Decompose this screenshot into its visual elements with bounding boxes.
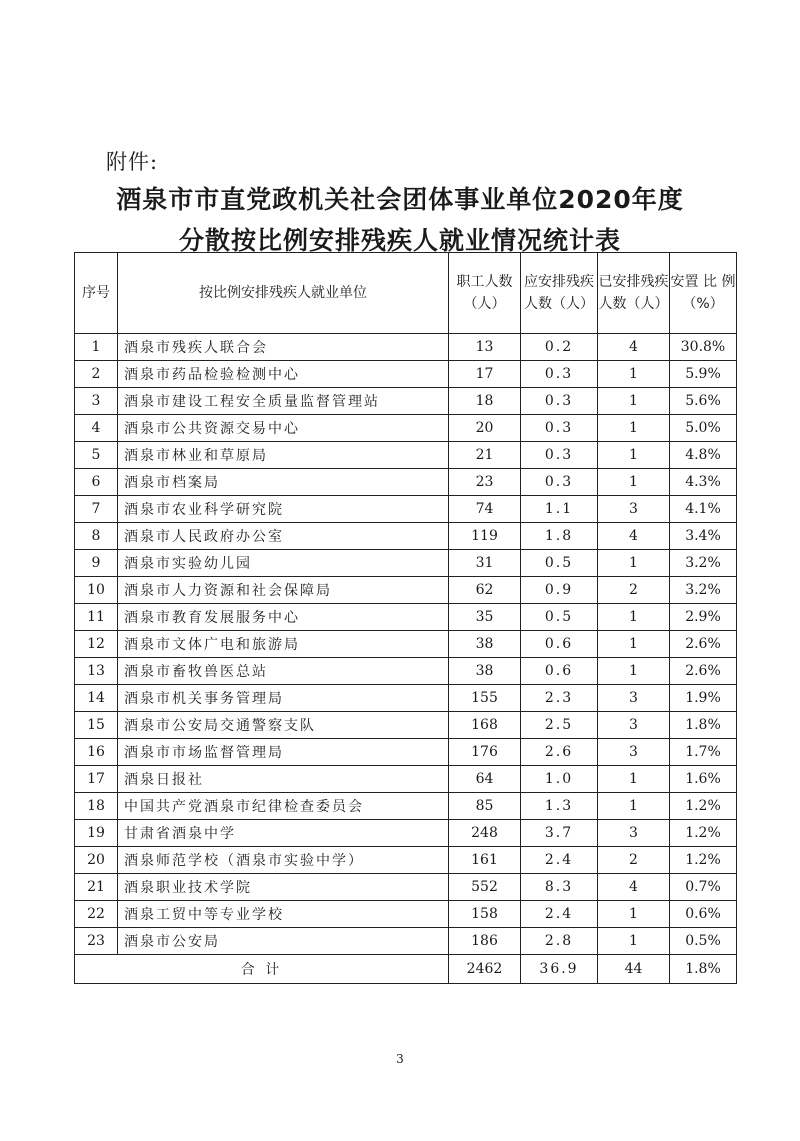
cell-staff: 161: [449, 847, 521, 874]
cell-required: 1.0: [521, 766, 598, 793]
cell-unit: 酒泉市人力资源和社会保障局: [118, 577, 449, 604]
cell-ratio: 1.7%: [670, 739, 737, 766]
cell-unit: 酒泉市市场监督管理局: [118, 739, 449, 766]
cell-index: 10: [75, 577, 118, 604]
cell-arranged: 1: [598, 469, 670, 496]
table-header-row: [75, 253, 737, 334]
cell-staff: 21: [449, 442, 521, 469]
cell-ratio: 2.6%: [670, 658, 737, 685]
cell-arranged: 4: [598, 874, 670, 901]
cell-required: 0.3: [521, 415, 598, 442]
cell-required: 0.3: [521, 361, 598, 388]
cell-unit: 酒泉职业技术学院: [118, 874, 449, 901]
cell-staff: 62: [449, 577, 521, 604]
cell-required: 2.5: [521, 712, 598, 739]
table-row: [75, 847, 737, 874]
table-row: [75, 604, 737, 631]
total-arranged: 44: [598, 955, 670, 984]
cell-arranged: 1: [598, 388, 670, 415]
table-row: [75, 685, 737, 712]
table-row: [75, 739, 737, 766]
cell-arranged: 1: [598, 766, 670, 793]
cell-required: 3.7: [521, 820, 598, 847]
document-title-line-1: 酒泉市市直党政机关社会团体事业单位2020年度: [116, 185, 684, 214]
cell-staff: 119: [449, 523, 521, 550]
cell-arranged: 1: [598, 415, 670, 442]
header-arranged: 已安排残疾人数（人）: [598, 253, 670, 334]
cell-required: 0.3: [521, 388, 598, 415]
cell-unit: 酒泉市药品检验检测中心: [118, 361, 449, 388]
table-row: [75, 631, 737, 658]
cell-unit: 酒泉市实验幼儿园: [118, 550, 449, 577]
cell-arranged: 1: [598, 901, 670, 928]
cell-staff: 31: [449, 550, 521, 577]
cell-required: 2.3: [521, 685, 598, 712]
cell-index: 21: [75, 874, 118, 901]
cell-ratio: 4.8%: [670, 442, 737, 469]
cell-ratio: 3.4%: [670, 523, 737, 550]
cell-required: 0.5: [521, 604, 598, 631]
cell-index: 7: [75, 496, 118, 523]
cell-ratio: 5.0%: [670, 415, 737, 442]
cell-required: 0.6: [521, 631, 598, 658]
page-number: 3: [396, 1052, 404, 1066]
cell-ratio: 0.6%: [670, 901, 737, 928]
cell-unit: 酒泉市机关事务管理局: [118, 685, 449, 712]
cell-index: 11: [75, 604, 118, 631]
cell-required: 1.3: [521, 793, 598, 820]
cell-index: 14: [75, 685, 118, 712]
cell-unit: 酒泉市人民政府办公室: [118, 523, 449, 550]
cell-ratio: 30.8%: [670, 334, 737, 361]
header-staff: 职工人数（人）: [449, 253, 521, 334]
cell-required: 0.9: [521, 577, 598, 604]
cell-staff: 13: [449, 334, 521, 361]
table-row: [75, 577, 737, 604]
cell-staff: 38: [449, 631, 521, 658]
cell-unit: 酒泉市教育发展服务中心: [118, 604, 449, 631]
cell-index: 19: [75, 820, 118, 847]
cell-ratio: 3.2%: [670, 577, 737, 604]
cell-ratio: 1.2%: [670, 820, 737, 847]
cell-unit: 酒泉市档案局: [118, 469, 449, 496]
cell-unit: 酒泉市公安局: [118, 928, 449, 955]
table-row: [75, 550, 737, 577]
table-row: [75, 820, 737, 847]
cell-staff: 176: [449, 739, 521, 766]
total-required: 36.9: [521, 955, 598, 984]
cell-ratio: 1.2%: [670, 793, 737, 820]
cell-unit: 酒泉市畜牧兽医总站: [118, 658, 449, 685]
table-row: [75, 361, 737, 388]
cell-index: 4: [75, 415, 118, 442]
cell-arranged: 1: [598, 442, 670, 469]
cell-unit: 酒泉市公安局交通警察支队: [118, 712, 449, 739]
table-row: [75, 415, 737, 442]
cell-index: 20: [75, 847, 118, 874]
cell-required: 0.3: [521, 442, 598, 469]
cell-ratio: 5.6%: [670, 388, 737, 415]
statistics-table: [74, 252, 737, 984]
table-row: [75, 712, 737, 739]
cell-arranged: 1: [598, 631, 670, 658]
cell-arranged: 2: [598, 577, 670, 604]
table-body: [75, 334, 737, 955]
cell-index: 5: [75, 442, 118, 469]
cell-ratio: 5.9%: [670, 361, 737, 388]
cell-required: 2.4: [521, 847, 598, 874]
cell-arranged: 4: [598, 334, 670, 361]
cell-staff: 85: [449, 793, 521, 820]
cell-required: 1.1: [521, 496, 598, 523]
cell-unit: 中国共产党酒泉市纪律检查委员会: [118, 793, 449, 820]
cell-required: 0.6: [521, 658, 598, 685]
table-row: [75, 334, 737, 361]
cell-arranged: 1: [598, 604, 670, 631]
table-row: [75, 874, 737, 901]
cell-ratio: 4.1%: [670, 496, 737, 523]
table-row: [75, 766, 737, 793]
cell-required: 2.6: [521, 739, 598, 766]
cell-ratio: 1.6%: [670, 766, 737, 793]
cell-unit: 甘肃省酒泉中学: [118, 820, 449, 847]
table-row: [75, 388, 737, 415]
cell-arranged: 3: [598, 739, 670, 766]
cell-ratio: 3.2%: [670, 550, 737, 577]
cell-unit: 酒泉市文体广电和旅游局: [118, 631, 449, 658]
cell-unit: 酒泉市公共资源交易中心: [118, 415, 449, 442]
header-index: 序号: [75, 253, 118, 334]
total-label: 合 计: [75, 955, 449, 984]
cell-arranged: 1: [598, 793, 670, 820]
cell-staff: 38: [449, 658, 521, 685]
cell-index: 15: [75, 712, 118, 739]
table-row: [75, 496, 737, 523]
table-row: [75, 442, 737, 469]
cell-staff: 18: [449, 388, 521, 415]
cell-unit: 酒泉师范学校（酒泉市实验中学）: [118, 847, 449, 874]
cell-arranged: 1: [598, 361, 670, 388]
cell-index: 2: [75, 361, 118, 388]
table-row: [75, 793, 737, 820]
cell-required: 0.3: [521, 469, 598, 496]
cell-staff: 248: [449, 820, 521, 847]
cell-arranged: 1: [598, 658, 670, 685]
cell-index: 8: [75, 523, 118, 550]
cell-ratio: 4.3%: [670, 469, 737, 496]
cell-staff: 186: [449, 928, 521, 955]
cell-ratio: 1.2%: [670, 847, 737, 874]
cell-unit: 酒泉市林业和草原局: [118, 442, 449, 469]
cell-arranged: 1: [598, 928, 670, 955]
cell-staff: 17: [449, 361, 521, 388]
cell-ratio: 0.7%: [670, 874, 737, 901]
cell-staff: 64: [449, 766, 521, 793]
cell-ratio: 1.8%: [670, 712, 737, 739]
cell-index: 6: [75, 469, 118, 496]
table-row: [75, 469, 737, 496]
cell-staff: 158: [449, 901, 521, 928]
cell-unit: 酒泉市残疾人联合会: [118, 334, 449, 361]
cell-index: 17: [75, 766, 118, 793]
cell-staff: 74: [449, 496, 521, 523]
table-row: [75, 928, 737, 955]
cell-staff: 168: [449, 712, 521, 739]
cell-arranged: 3: [598, 820, 670, 847]
cell-index: 1: [75, 334, 118, 361]
cell-index: 16: [75, 739, 118, 766]
header-required: 应安排残疾人数（人）: [521, 253, 598, 334]
cell-arranged: 3: [598, 685, 670, 712]
cell-unit: 酒泉市建设工程安全质量监督管理站: [118, 388, 449, 415]
cell-arranged: 1: [598, 550, 670, 577]
cell-required: 0.5: [521, 550, 598, 577]
total-staff: 2462: [449, 955, 521, 984]
cell-ratio: 2.6%: [670, 631, 737, 658]
cell-arranged: 2: [598, 847, 670, 874]
table-row: [75, 523, 737, 550]
cell-index: 13: [75, 658, 118, 685]
table-row: [75, 901, 737, 928]
cell-ratio: 0.5%: [670, 928, 737, 955]
attachment-label: 附件:: [106, 150, 159, 174]
cell-arranged: 3: [598, 712, 670, 739]
table-row: [75, 658, 737, 685]
cell-staff: 35: [449, 604, 521, 631]
total-row: [75, 955, 737, 984]
cell-staff: 155: [449, 685, 521, 712]
cell-required: 1.8: [521, 523, 598, 550]
cell-staff: 552: [449, 874, 521, 901]
cell-index: 23: [75, 928, 118, 955]
cell-staff: 20: [449, 415, 521, 442]
cell-index: 9: [75, 550, 118, 577]
cell-required: 8.3: [521, 874, 598, 901]
cell-required: 0.2: [521, 334, 598, 361]
cell-index: 3: [75, 388, 118, 415]
cell-staff: 23: [449, 469, 521, 496]
header-ratio: 安置 比 例（%）: [670, 253, 737, 334]
cell-unit: 酒泉日报社: [118, 766, 449, 793]
cell-ratio: 2.9%: [670, 604, 737, 631]
cell-unit: 酒泉市农业科学研究院: [118, 496, 449, 523]
cell-arranged: 3: [598, 496, 670, 523]
cell-index: 12: [75, 631, 118, 658]
cell-index: 22: [75, 901, 118, 928]
cell-unit: 酒泉工贸中等专业学校: [118, 901, 449, 928]
header-unit: 按比例安排残疾人就业单位: [118, 253, 449, 334]
cell-index: 18: [75, 793, 118, 820]
document-title-line-2: 分散按比例安排残疾人就业情况统计表: [178, 226, 621, 255]
cell-required: 2.4: [521, 901, 598, 928]
total-ratio: 1.8%: [670, 955, 737, 984]
cell-required: 2.8: [521, 928, 598, 955]
cell-arranged: 4: [598, 523, 670, 550]
cell-ratio: 1.9%: [670, 685, 737, 712]
